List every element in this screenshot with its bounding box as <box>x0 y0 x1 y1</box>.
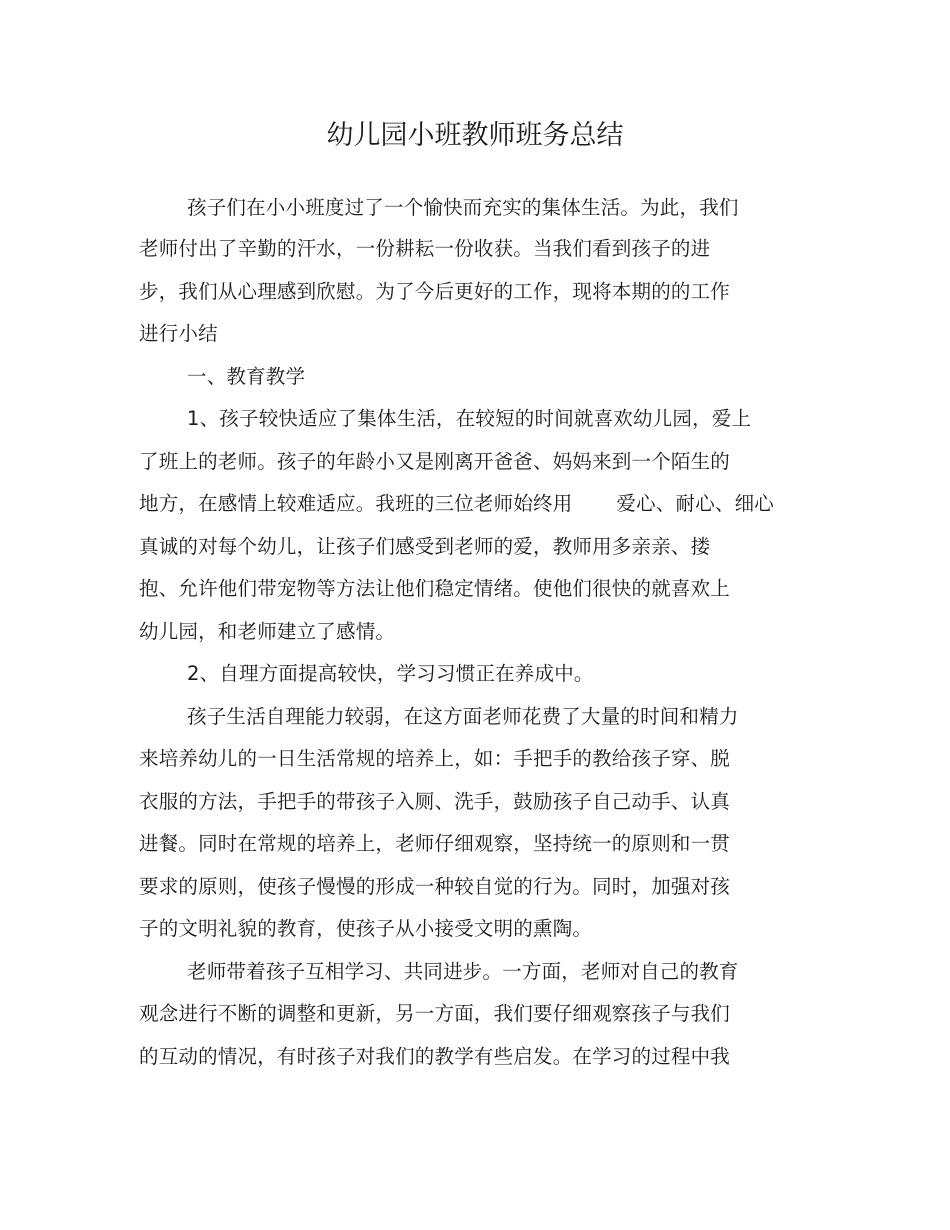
paragraph-line: 的互动的情况，有时孩子对我们的教学有些启发。在学习的过程中我 <box>139 1045 731 1068</box>
section-heading: 一、教育教学 <box>187 365 306 388</box>
paragraph-line: 幼儿园，和老师建立了感情。 <box>139 620 396 643</box>
paragraph-line: 真诚的对每个幼儿，让孩子们感受到老师的爱，教师用多亲亲、搂 <box>139 535 711 558</box>
paragraph-line: 老师付出了辛勤的汗水，一份耕耘一份收获。当我们看到孩子的进 <box>139 237 711 260</box>
paragraph-line: 1、孩子较快适应了集体生活，在较短的时间就喜欢幼儿园，爱上 <box>187 407 752 430</box>
paragraph-line: 子的文明礼貌的教育，使孩子从小接受文明的熏陶。 <box>139 917 593 940</box>
paragraph-line <box>139 489 774 519</box>
paragraph-line: 衣服的方法，手把手的带孩子入厕、洗手，鼓励孩子自己动手、认真 <box>139 790 731 813</box>
paragraph-line: 来培养幼儿的一日生活常规的培养上，如：手把手的教给孩子穿、脱 <box>139 747 731 770</box>
paragraph-line: 进行小结 <box>139 322 218 345</box>
paragraph-line: 步，我们从心理感到欣慰。为了今后更好的工作，现将本期的的工作 <box>139 280 731 303</box>
paragraph-line: 老师带着孩子互相学习、共同进步。一方面，老师对自己的教育 <box>187 960 739 983</box>
paragraph-line: 孩子生活自理能力较弱，在这方面老师花费了大量的时间和精力 <box>187 705 739 728</box>
paragraph-line: 2、自理方面提高较快，学习习惯正在养成中。 <box>187 662 594 685</box>
line-segment: 地方，在感情上较难适应。我班的三位老师始终用 <box>139 492 573 515</box>
paragraph-line: 了班上的老师。孩子的年龄小又是刚离开爸爸、妈妈来到一个陌生的 <box>139 450 731 473</box>
paragraph-line: 抱、允许他们带宠物等方法让他们稳定情绪。使他们很快的就喜欢上 <box>139 577 731 600</box>
paragraph-line: 要求的原则，使孩子慢慢的形成一种较自觉的行为。同时，加强对孩 <box>139 875 731 898</box>
paragraph-line: 进餐。同时在常规的培养上，老师仔细观察，坚持统一的原则和一贯 <box>139 832 731 855</box>
paragraph-line: 孩子们在小小班度过了一个愉快而充实的集体生活。为此，我们 <box>187 196 739 219</box>
document-title: 幼儿园小班教师班务总结 <box>326 120 624 151</box>
paragraph-line: 观念进行不断的调整和更新，另一方面，我们要仔细观察孩子与我们 <box>139 1002 731 1025</box>
line-segment: 爱心、耐心、细心 <box>616 492 775 515</box>
